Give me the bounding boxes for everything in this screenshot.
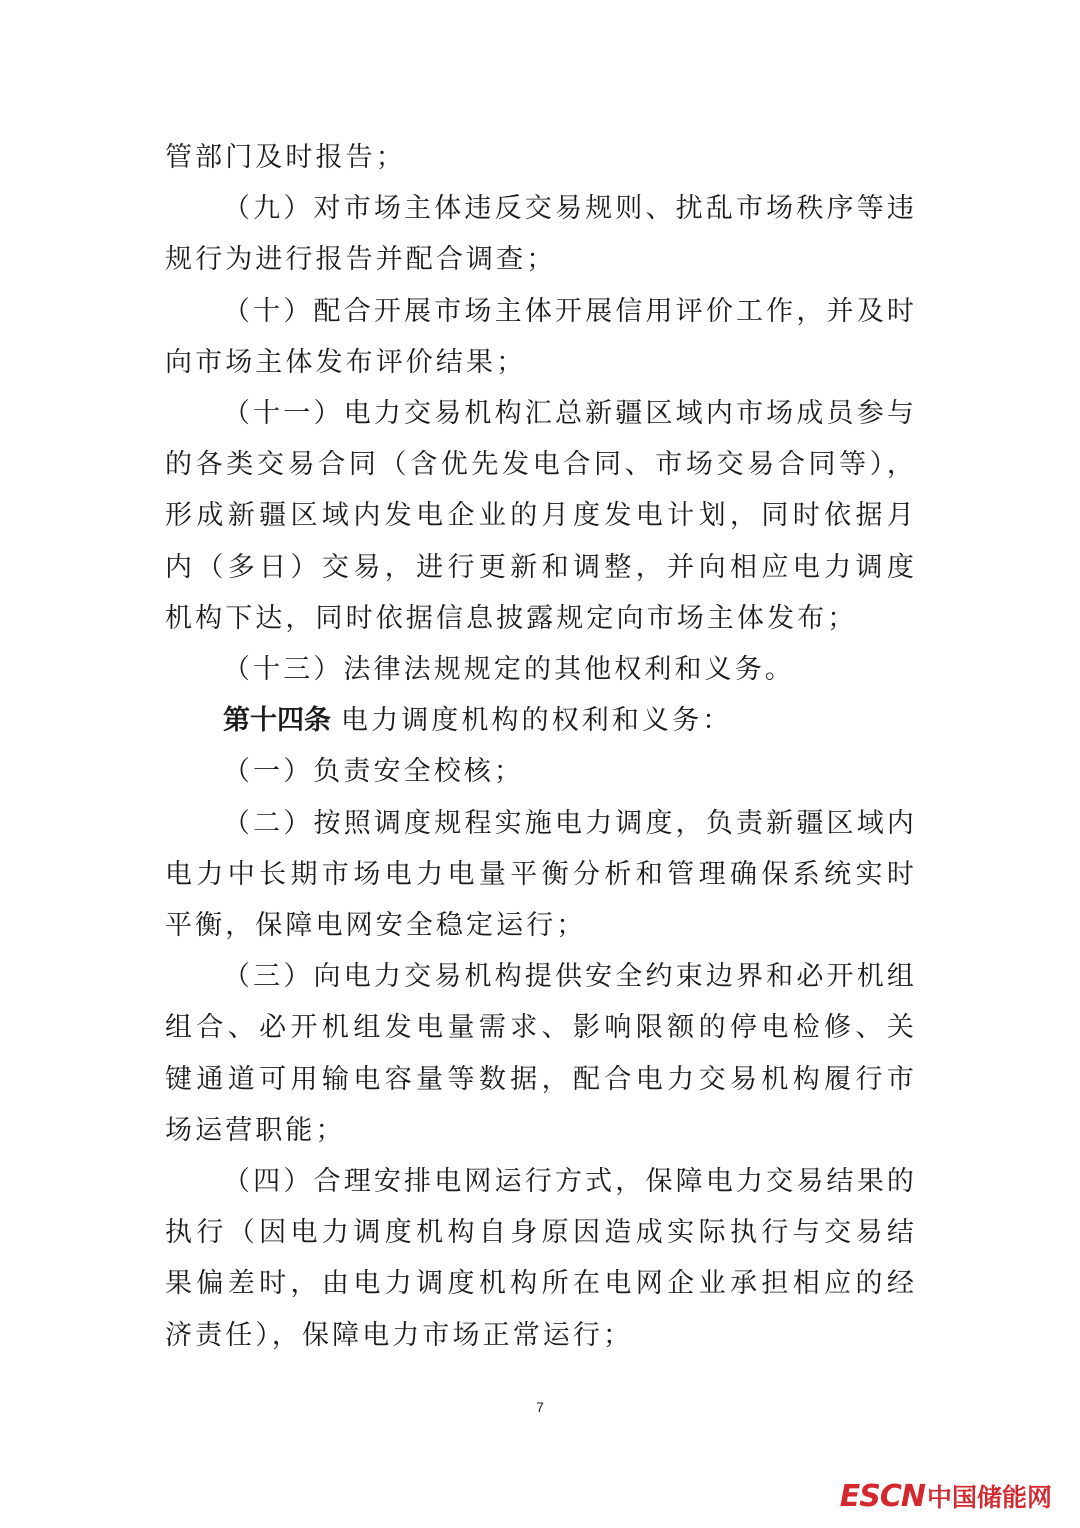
paragraph-item-4: （四）合理安排电网运行方式，保障电力交易结果的执行（因电力调度机构自身原因造成实际执行与交易结果偏差时，由电力调度机构所在电网企业承担相应的经济责任），保障电力市场正常运行； <box>165 1166 917 1351</box>
watermark-cjk: 中国储能网 <box>926 1483 1052 1512</box>
document-body <box>165 132 917 1361</box>
watermark-latin: ESCN <box>839 1478 925 1514</box>
paragraph-item-2: （二）按照调度规程实施电力调度，负责新疆区域内电力中长期市场电力电量平衡分析和管理确保系统实时平衡，保障电网安全稳定运行； <box>165 807 917 942</box>
paragraph-continuation: 管部门及时报告； <box>165 142 406 173</box>
page-number: 7 <box>536 1399 544 1415</box>
paragraph-item-1: （一）负责安全校核； <box>223 756 524 788</box>
paragraph-item-11: （十一）电力交易机构汇总新疆区域内市场成员参与的各类交易合同（含优先发电合同、市场交易合同等），形成新疆区域内发电企业的月度发电计划，同时依据月内（多日）交易，进行更新和调整，并向相应电力调度机构下达，同时依据信息披露规定向市场主体发布； <box>165 398 917 634</box>
paragraph-item-13: （十三）法律法规规定的其他权利和义务。 <box>223 654 795 686</box>
paragraph-item-9: （九）对市场主体违反交易规则、扰乱市场秩序等违规行为进行报告并配合调查； <box>165 193 917 276</box>
article-14 <box>165 695 917 746</box>
watermark-logo <box>840 1478 1052 1514</box>
article-text: 电力调度机构的权利和义务： <box>341 705 733 737</box>
paragraph-item-3: （三）向电力交易机构提供安全约束边界和必开机组组合、必开机组发电量需求、影响限额的停电检修、关键通道可用输电容量等数据，配合电力交易机构履行市场运营职能； <box>165 961 917 1146</box>
article-heading: 第十四条 <box>223 705 331 737</box>
paragraph-item-10: （十）配合开展市场主体开展信用评价工作，并及时向市场主体发布评价结果； <box>165 295 917 378</box>
